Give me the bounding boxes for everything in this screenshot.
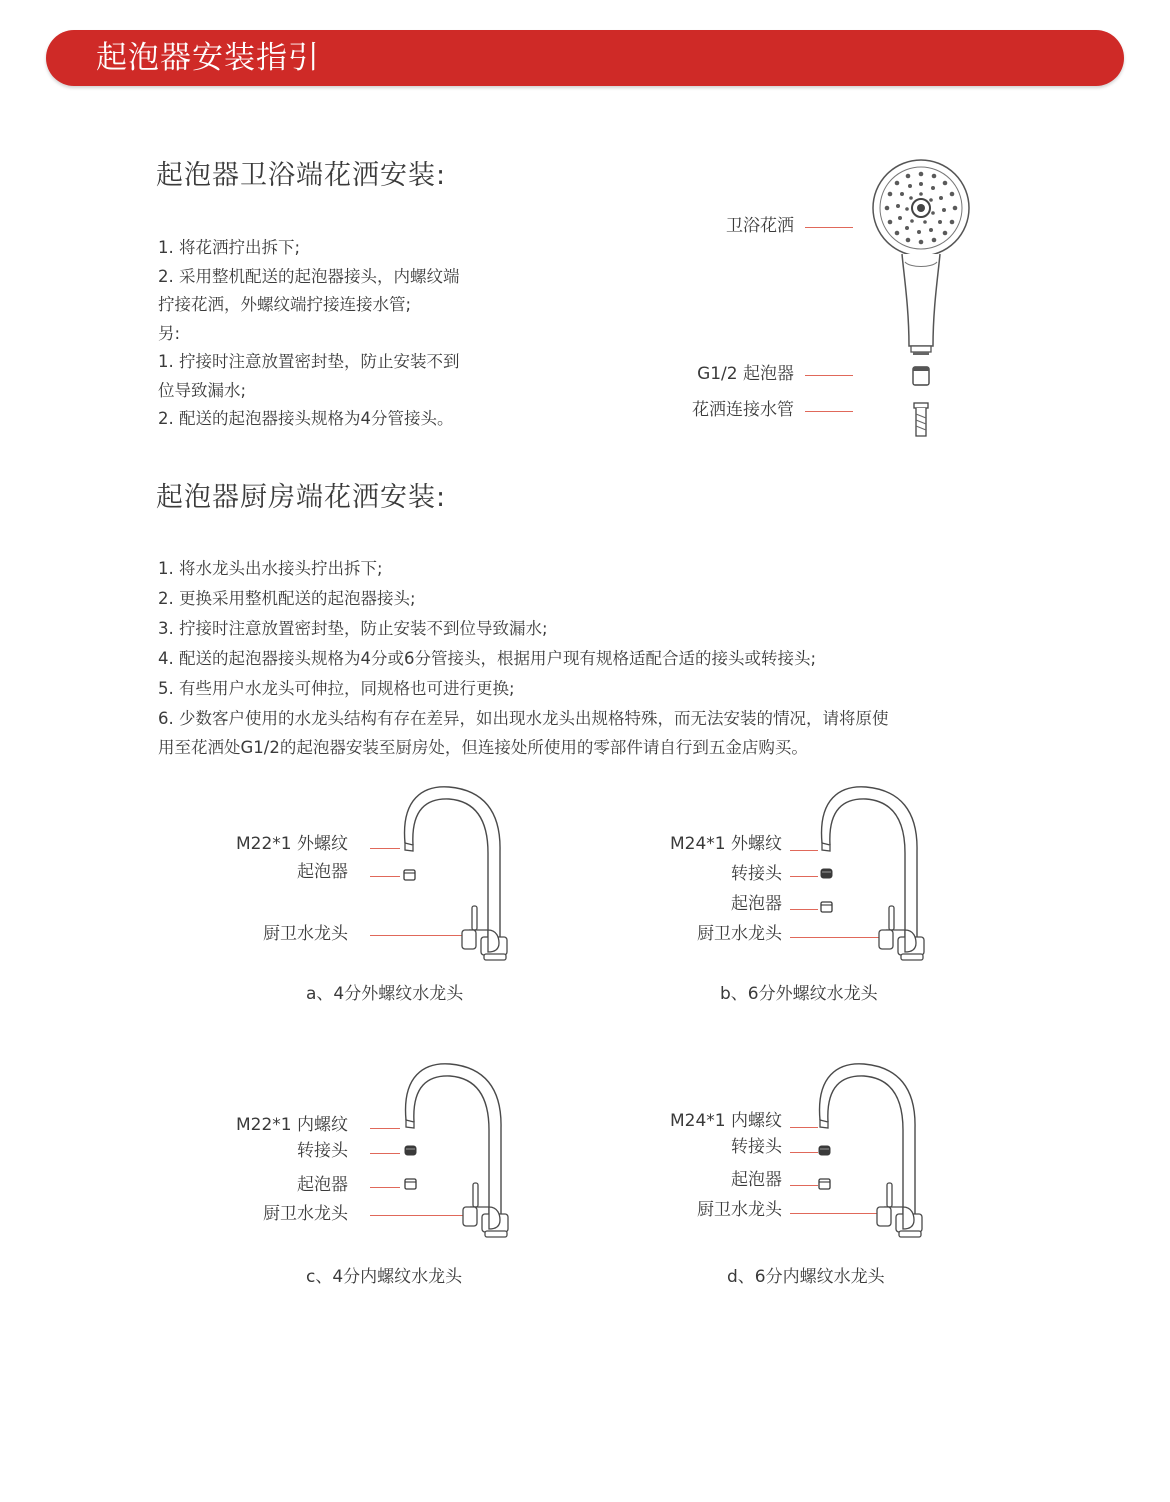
label-aerator: 起泡器	[297, 862, 348, 882]
label-adapter: 转接头	[731, 1137, 782, 1157]
header-banner	[46, 30, 1124, 86]
leader-line	[805, 375, 853, 376]
leader-line	[370, 848, 400, 849]
label-faucet: 厨卫水龙头	[263, 924, 348, 944]
list-item: 3. 拧接时注意放置密封垫，防止安装不到位导致漏水;	[158, 619, 548, 638]
list-item: 拧接花洒，外螺纹端拧接连接水管;	[158, 295, 412, 314]
label-aerator: 起泡器	[731, 894, 782, 914]
faucet-illustration	[406, 1064, 516, 1244]
list-item: 位导致漏水;	[158, 380, 247, 400]
bathroom-steps	[158, 234, 460, 434]
leader-line	[370, 1128, 400, 1129]
list-item: 2. 更换采用整机配送的起泡器接头;	[158, 589, 416, 608]
leader-line	[790, 850, 818, 851]
kitchen-section-title: 起泡器厨房端花洒安装:	[156, 482, 447, 513]
label-showerhead: 卫浴花洒	[726, 216, 794, 236]
leader-line	[805, 227, 853, 228]
leader-line	[370, 1153, 400, 1154]
list-item: 用至花洒处G1/2的起泡器安装至厨房处，但连接处所使用的零部件请自行到五金店购买。	[158, 738, 808, 757]
label-aerator: 起泡器	[297, 1175, 348, 1195]
list-item: 1. 将水龙头出水接头拧出拆下;	[158, 559, 383, 578]
kitchen-steps	[158, 554, 889, 762]
leader-line	[790, 876, 818, 877]
label-thread: M22*1 内螺纹	[235, 1115, 348, 1135]
faucet-illustration	[820, 1064, 930, 1244]
label-faucet: 厨卫水龙头	[263, 1204, 348, 1224]
label-adapter: 转接头	[297, 1141, 348, 1161]
label-thread: M22*1 外螺纹	[235, 834, 348, 854]
showerhead-illustration	[860, 158, 990, 448]
list-item: 另:	[158, 323, 181, 343]
leader-line	[805, 411, 853, 412]
caption-d: d、6分内螺纹水龙头	[727, 1267, 885, 1287]
faucet-illustration	[405, 787, 515, 967]
list-item: 6. 少数客户使用的水龙头结构有存在差异，如出现水龙头出规格特殊，而无法安装的情况，请将原使	[158, 709, 889, 728]
caption-b: b、6分外螺纹水龙头	[720, 984, 878, 1004]
label-thread: M24*1 外螺纹	[669, 834, 782, 854]
list-item: 1. 将花洒拧出拆下;	[158, 238, 301, 257]
bathroom-section-title: 起泡器卫浴端花洒安装:	[156, 160, 447, 191]
list-item: 1. 拧接时注意放置密封垫，防止安装不到	[158, 352, 460, 371]
list-item: 4. 配送的起泡器接头规格为4分或6分管接头，根据用户现有规格适配合适的接头或转接头;	[158, 649, 817, 668]
leader-line	[790, 1127, 818, 1128]
list-item: 2. 采用整机配送的起泡器接头，内螺纹端	[158, 266, 460, 286]
label-thread: M24*1 内螺纹	[669, 1111, 782, 1131]
leader-line	[790, 909, 818, 910]
caption-a: a、4分外螺纹水龙头	[306, 984, 464, 1004]
label-faucet: 厨卫水龙头	[697, 924, 782, 944]
leader-line	[790, 1152, 818, 1153]
faucet-illustration	[822, 787, 932, 967]
caption-c: c、4分内螺纹水龙头	[306, 1267, 463, 1287]
leader-line	[790, 1185, 818, 1186]
label-adapter: 转接头	[731, 864, 782, 884]
list-item: 5. 有些用户水龙头可伸拉，同规格也可进行更换;	[158, 679, 515, 698]
label-hose: 花洒连接水管	[692, 400, 794, 420]
label-aerator: 起泡器	[731, 1170, 782, 1190]
label-aerator-g12: G1/2 起泡器	[697, 364, 794, 384]
leader-line	[370, 1187, 400, 1188]
label-faucet: 厨卫水龙头	[697, 1200, 782, 1220]
leader-line	[370, 876, 400, 877]
page-title: 起泡器安装指引	[96, 40, 320, 76]
list-item: 2. 配送的起泡器接头规格为4分管接头。	[158, 409, 454, 428]
